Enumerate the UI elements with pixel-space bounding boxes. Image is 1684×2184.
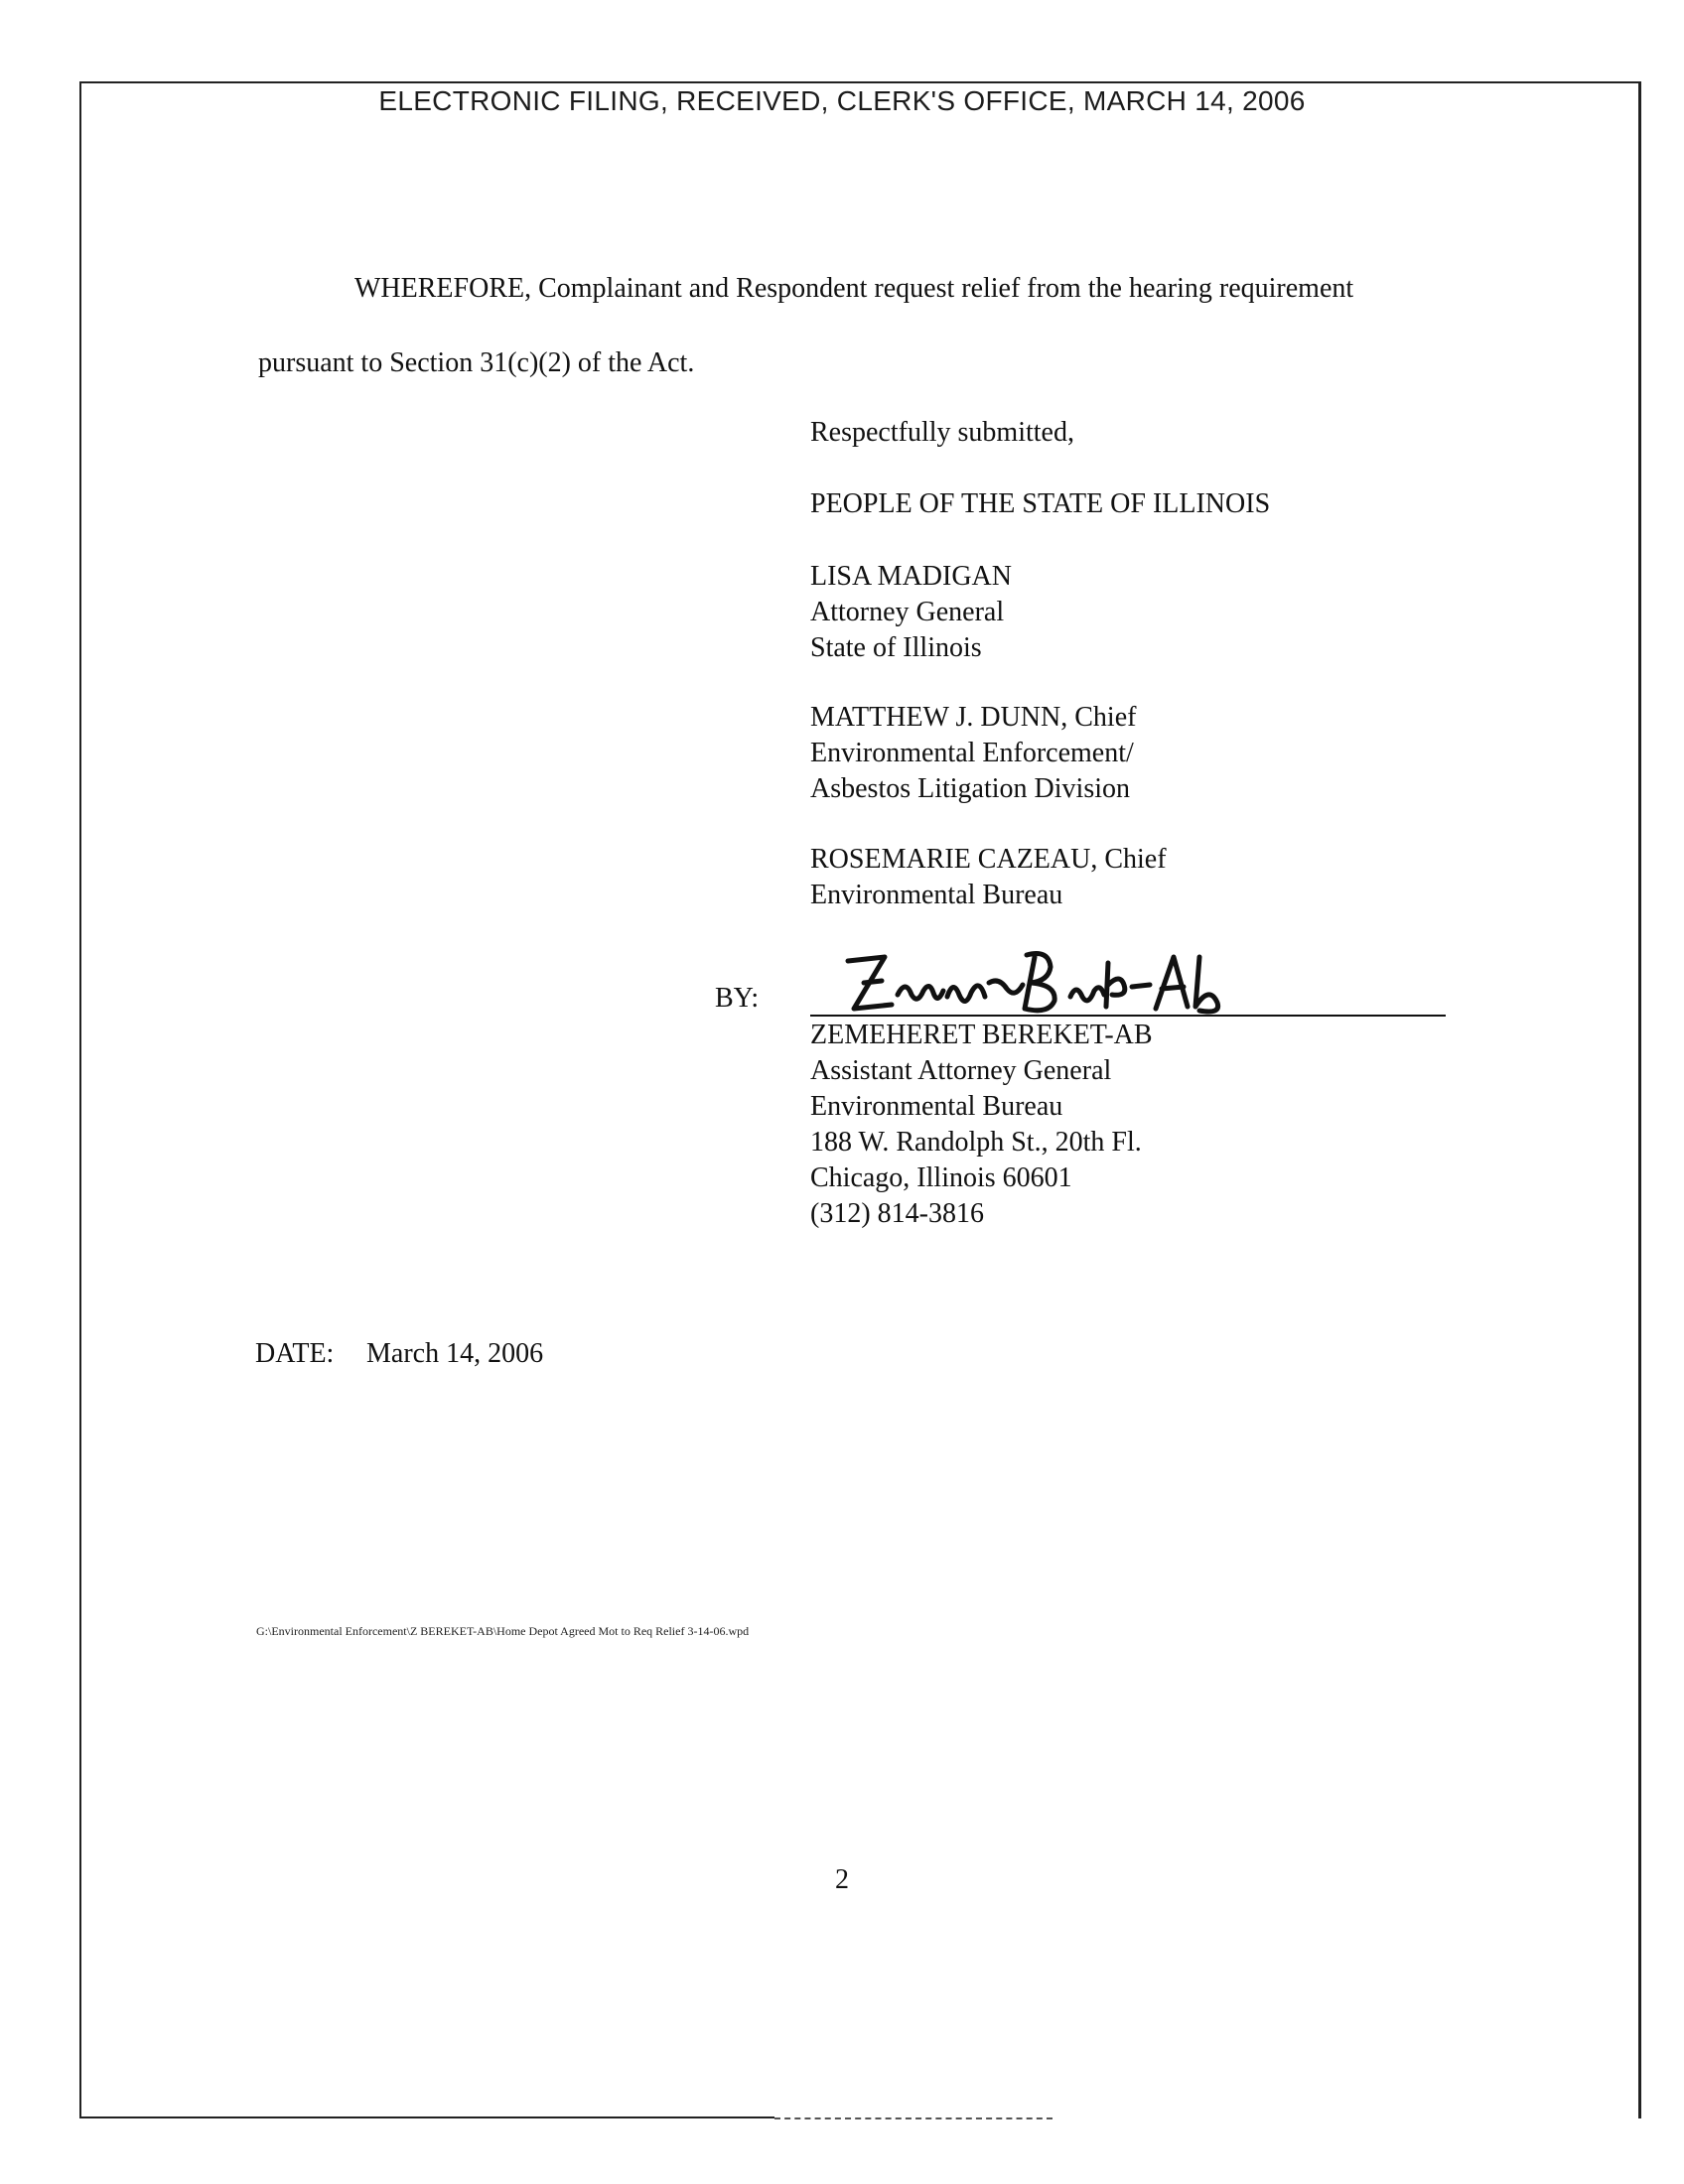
respectfully-submitted: Respectfully submitted, [810,417,1074,448]
page-frame-left-border [79,81,81,2118]
closing-respectfully [810,415,1074,451]
file-path-footer: G:\Environmental Enforcement\Z BEREKET-AB\Home Depot Agreed Mot to Req Relief 3-14-06.wpd [256,1624,750,1638]
chief-cazeau-block [810,842,1167,913]
relief-paragraph-line-1: WHEREFORE, Complainant and Respondent request relief from the hearing requirement [354,273,1354,304]
date-value: March 14, 2006 [366,1338,544,1369]
signer-phone: (312) 814-3816 [810,1198,984,1229]
chief2-bureau: Environmental Bureau [810,880,1063,910]
chief1-dept: Environmental Enforcement/ [810,738,1134,768]
signer-title: Assistant Attorney General [810,1055,1112,1086]
chief2-name: ROSEMARIE CAZEAU, Chief [810,844,1167,875]
page-frame-right-border [1638,81,1641,2118]
chief1-name: MATTHEW J. DUNN, Chief [810,702,1137,733]
date-line [255,1338,543,1370]
ag-state: State of Illinois [810,632,982,663]
page-frame-bottom-border [79,2116,774,2118]
signer-name: ZEMEHERET BEREKET-AB [810,1020,1153,1050]
signature-line [810,1015,1446,1017]
page-frame-bottom-dashes [774,2117,1052,2119]
signer-block [810,1018,1153,1232]
filing-stamp: ELECTRONIC FILING, RECEIVED, CLERK'S OFFICE, MARCH 14, 2006 [378,85,1306,116]
attorney-general-block [810,559,1012,666]
ag-title: Attorney General [810,597,1005,627]
chief1-division: Asbestos Litigation Division [810,773,1130,804]
chief-dunn-block [810,700,1136,807]
closing-party [810,486,1270,522]
signer-street: 188 W. Randolph St., 20th Fl. [810,1127,1142,1158]
date-label: DATE: [255,1338,335,1369]
relief-paragraph-line-2: pursuant to Section 31(c)(2) of the Act. [258,347,695,378]
page-frame-top-border [79,81,1640,83]
ag-name: LISA MADIGAN [810,561,1012,592]
signer-bureau: Environmental Bureau [810,1091,1063,1122]
by-label: BY: [715,983,760,1014]
signer-city: Chicago, Illinois 60601 [810,1162,1072,1193]
party-name: PEOPLE OF THE STATE OF ILLINOIS [810,488,1271,519]
page-number: 2 [835,1864,849,1895]
handwritten-signature [840,943,1237,1023]
